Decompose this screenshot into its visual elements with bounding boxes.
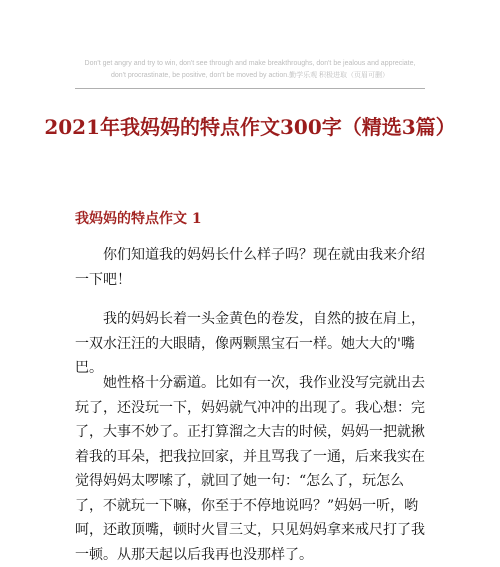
header-divider (75, 88, 425, 89)
header-note-line-2: don't procrastinate, be positive, don't be moved by action.勤学乐观 积极进取（页眉可删） (110, 72, 390, 79)
header-note-line-1: Don't get angry and try to win, don't see through and make breakthroughs, don't be jealous and appreciate, (84, 60, 416, 67)
paragraph-2: 我的妈妈长着一头金黄色的卷发，自然的披在肩上，一双水汪汪的大眼睛，像两颗黑宝石一样。她大大的'嘴巴。 (75, 311, 425, 376)
document-title: 2021年我妈妈的特点作文300字（精选3篇） (44, 115, 456, 139)
section-heading: 我妈妈的特点作文 1 (75, 211, 202, 227)
header-note (0, 58, 500, 82)
paragraph-3: 她性格十分霸道。比如有一次，我作业没写完就出去玩了，还没玩一下，妈妈就气冲冲的出现了。我心想：完了，大事不妙了。正打算溜之大吉的时候，妈妈一把就揪着我的耳朵，把我拉回家，并且骂我了一通，后来我实在觉得妈妈太啰嗦了，就回了她一句：“怎么了，玩怎么了，不就玩一下嘛，你至于不停地说吗？”妈妈一听，哟呵，还敢顶嘴，顿时火冒三丈，只见妈妈拿来戒尺打了我一顿。从那天起以后我再也没那样了。 (75, 375, 425, 563)
paragraph-1: 你们知道我的妈妈长什么样子吗？现在就由我来介绍一下吧！ (75, 247, 425, 288)
